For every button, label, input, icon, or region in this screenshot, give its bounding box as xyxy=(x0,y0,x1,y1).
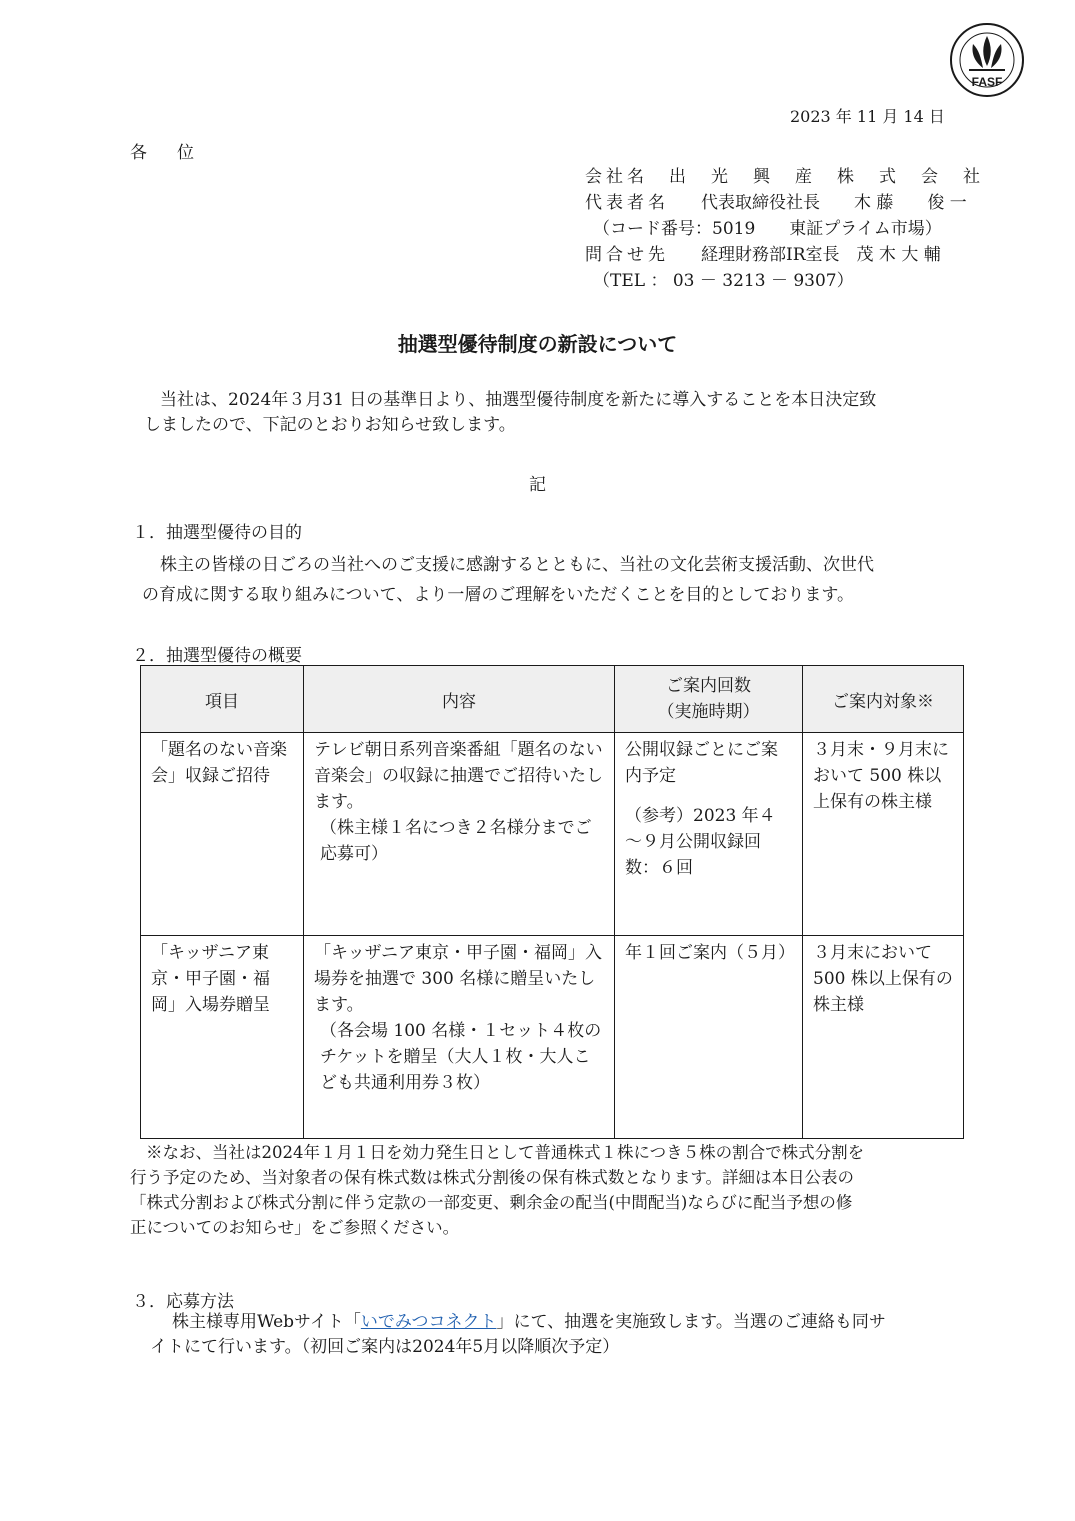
company-name: 出光興産株式会社 xyxy=(669,167,1005,187)
footnote-line-4: 正についてのお知らせ」をご参照ください。 xyxy=(130,1218,460,1237)
document-date: 2023 年 11 月 14 日 xyxy=(790,107,945,126)
section2-heading: ２．抽選型優待の概要 xyxy=(132,646,302,666)
idemitsu-connect-link[interactable]: いでみつコネクト xyxy=(360,1312,497,1332)
contact-person: 経理財務部IR室長 茂 木 大 輔 xyxy=(701,245,941,265)
intro-paragraph xyxy=(142,388,962,438)
times-text: 年１回ご案内（５月） xyxy=(625,943,795,963)
intro-line-2: しましたので、下記のとおりお知らせ致します。 xyxy=(144,415,516,435)
content-note: （各会場 100 名様・１セット４枚のチケットを贈呈（大人１枚・大人こども共通利用券３枚） xyxy=(320,1021,602,1093)
representative-label: 代表者名 xyxy=(585,193,669,213)
code-note-row xyxy=(585,214,1005,240)
document-title: 抽選型優待制度の新設について xyxy=(397,332,678,356)
ki-marker: 記 xyxy=(529,475,546,495)
section3-line-1-post: 」にて、抽選を実施致します。当選のご連絡も同サ xyxy=(496,1312,886,1332)
section1-heading: １．抽選型優待の目的 xyxy=(132,523,302,543)
overview-table xyxy=(140,665,964,1139)
column-header-target: ご案内対象※ xyxy=(803,666,964,733)
footnote-line-1: ※なお、当社は2024年１月１日を効力発生日として普通株式１株につき５株の割合で株式分割を xyxy=(146,1143,865,1162)
footnote-line-3: 「株式分割および株式分割に伴う定款の一部変更、剰余金の配当(中間配当)ならびに配当予想の修 xyxy=(130,1193,853,1212)
tel-row xyxy=(585,266,1005,292)
table-row xyxy=(141,733,964,936)
addressee: 各位 xyxy=(130,143,224,163)
cell-times xyxy=(615,936,803,1139)
svg-text:FASF: FASF xyxy=(971,75,1003,89)
sender-block xyxy=(585,162,1005,292)
footnote xyxy=(130,1140,970,1240)
section3-paragraph xyxy=(150,1310,980,1360)
cell-content xyxy=(304,733,615,936)
representative-row xyxy=(585,188,1005,214)
cell-times xyxy=(615,733,803,936)
column-header-item: 項目 xyxy=(141,666,304,733)
section1-line-1: 株主の皆様の日ごろの当社へのご支援に感謝するとともに、当社の文化芸術支援活動、次世代 xyxy=(160,555,874,575)
section1-line-2: の育成に関する取り組みについて、より一層のご理解をいただくことを目的としております。 xyxy=(142,585,854,605)
table-header-row xyxy=(141,666,964,733)
cell-item: 「キッザニア東京・甲子園・福岡」入場券贈呈 xyxy=(141,936,304,1139)
cell-item: 「題名のない音楽会」収録ご招待 xyxy=(141,733,304,936)
times-note: （参考）2023 年４～９月公開収録回数：６回 xyxy=(625,806,776,878)
section3-line-1 xyxy=(150,1310,980,1335)
section3-heading: ３．応募方法 xyxy=(132,1292,234,1312)
contact-label: 問合せ先 xyxy=(585,245,669,265)
column-header-times: ご案内回数 （実施時期） xyxy=(615,666,803,733)
cell-content xyxy=(304,936,615,1139)
contact-row xyxy=(585,240,1005,266)
times-text: 公開収録ごとにご案内予定 xyxy=(625,740,778,786)
fasf-logo xyxy=(949,22,1025,98)
footnote-line-2: 行う予定のため、当対象者の保有株式数は株式分割後の保有株式数となります。詳細は本日公表の xyxy=(130,1168,855,1187)
table-row xyxy=(141,936,964,1139)
content-note: （株主様１名につき２名様分までご応募可） xyxy=(320,818,592,864)
cell-target: ３月末・９月末において 500 株以上保有の株主様 xyxy=(803,733,964,936)
content-text: テレビ朝日系列音楽番組「題名のない音楽会」の収録に抽選でご招待いたします。 xyxy=(314,740,603,812)
company-row xyxy=(585,162,1005,188)
content-text: 「キッザニア東京・甲子園・福岡」入場券を抽選で 300 名様に贈呈いたします。 xyxy=(314,943,602,1015)
cell-target: ３月末において 500 株以上保有の株主様 xyxy=(803,936,964,1139)
representative-name: 代表取締役社長 木 藤 俊 一 xyxy=(701,193,967,213)
section3-line-1-pre: 株主様専用Webサイト「 xyxy=(172,1312,361,1332)
section3-line-2: イトにて行います。（初回ご案内は2024年5月以降順次予定） xyxy=(150,1337,620,1357)
tel-note: （TEL ： 03 － 3213 － 9307） xyxy=(593,271,854,291)
company-label: 会社名 xyxy=(585,167,648,187)
section1-paragraph xyxy=(142,550,962,610)
stock-code-note: （コード番号：5019 東証プライム市場） xyxy=(593,219,942,239)
intro-line-1: 当社は、2024年３月31 日の基準日より、抽選型優待制度を新たに導入することを本日決定致 xyxy=(160,390,877,410)
column-header-content: 内容 xyxy=(304,666,615,733)
